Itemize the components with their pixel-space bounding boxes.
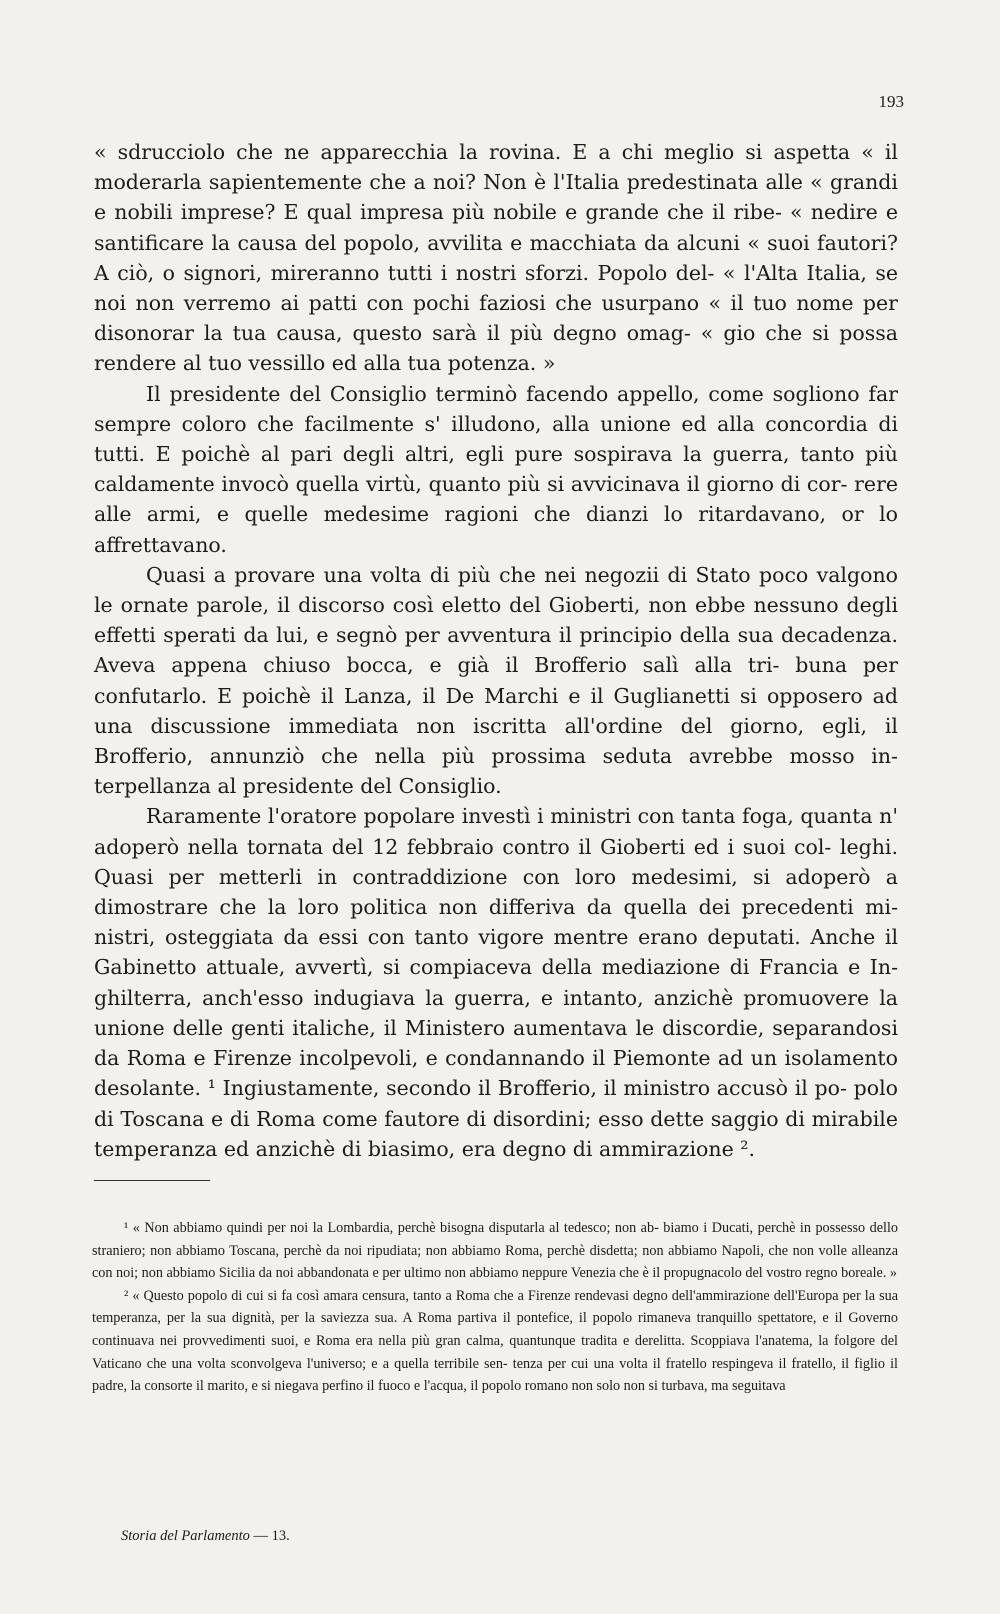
footnote-divider (94, 1180, 210, 1181)
signature-title: Storia del Parlamento (121, 1528, 250, 1544)
paragraph-president-appeal: Il presidente del Consiglio terminò facendo appello, come sogliono far sempre coloro che facilmente s' illudono, alla unione ed alla concordia di tutti. E poichè al pari degli altri, egli pure sospirava la guerra, tanto più caldamente invocò quella virtù, quanto più si avvicinava il giorno di cor- rere alle armi, e quelle medesime ragioni che dianzi lo ritardavano, or lo affrettavano. (94, 381, 898, 557)
footnote-1: ¹ « Non abbiamo quindi per noi la Lombardia, perchè bisogna disputarla al tedesco; non ab- biamo i Ducati, perchè in possesso dello straniero; non abbiamo Toscana, perchè da noi ripudiata; non abbiamo Roma, perchè disdetta; non abbiamo Napoli, che non volle alleanza con noi; non abbiamo Sicilia da noi abbandonata e per ultimo non abbiamo neppure Venezia che è il propugnacolo del vostro regno boreale. » (92, 1220, 898, 1282)
footnotes (92, 1217, 898, 1398)
signature-number: — 13. (253, 1528, 290, 1544)
footnote-2: ² « Questo popolo di cui si fa così amara censura, tanto a Roma che a Firenze rendevasi degno dell'ammirazione dell'Europa per la sua temperanza, per la sua dignità, per la saviezza sua. A Roma partiva il pontefice, il popolo rimaneva tranquillo spettatore, e il Governo continuava nei provvedimenti suoi, e Roma era nella più gran calma, quantunque tradita e derelitta. Scoppiava l'anatema, la folgore del Vaticano che una volta sconvolgeva l'universo; e a quella terribile sen- tenza per cui una volta il fratello respingeva il fratello, il figlio il padre, la consorte il marito, e si niegava perfino il fuoco e l'acqua, il popolo romano non solo non si turbava, ma seguitava (92, 1287, 898, 1395)
paragraph-brofferio-interpellation: Raramente l'oratore popolare investì i ministri con tanta foga, quanta n' adoperò nella tornata del 12 febbraio contro il Gioberti ed i suoi col- leghi. Quasi per metterli in contraddizione con loro medesimi, si adoperò a dimostrare che la loro politica non differiva da quella dei precedenti mi- nistri, osteggiata da essi con tanto vigore mentre erano deputati. Anche il Gabinetto attuale, avvertì, si compiaceva della mediazione di Francia e In- ghilterra, anch'esso indugiava la guerra, e intanto, anzichè promuovere la unione delle genti italiche, il Ministero aumentava le discordie, separandosi da Roma e Firenze incolpevoli, e condannando il Piemonte ad un isolamento desolante. ¹ Ingiustamente, secondo il Brofferio, il ministro accusò il po- polo di Toscana e di Roma come fautore di disordini; esso dette saggio di mirabile temperanza ed anzichè di biasimo, era degno di ammirazione ². (94, 804, 898, 1161)
paragraph-quote-continuation: « sdrucciolo che ne apparecchia la rovina. E a chi meglio si aspetta « il moderarla sapientemente che a noi? Non è l'Italia predestinata alle « grandi e nobili imprese? E qual impresa più nobile e grande che il ribe- « nedire e santificare la causa del popolo, avvilita e macchiata da alcuni « suoi fautori? A ciò, o signori, mireranno tutti i nostri sforzi. Popolo del- « l'Alta Italia, se noi non verremo ai patti con pochi faziosi che usurpano « il tuo nome per disonorar la tua causa, questo sarà il più degno omag- « gio che si possa rendere al tuo vessillo ed alla tua potenza. » (94, 140, 898, 376)
main-text (94, 137, 898, 1164)
printer-signature (121, 1528, 290, 1545)
paragraph-gioberti-speech: Quasi a provare una volta di più che nei negozii di Stato poco valgono le ornate parole, il discorso così eletto del Gioberti, non ebbe nessuno degli effetti sperati da lui, e segnò per avventura il principio della sua decadenza. Aveva appena chiuso bocca, e già il Brofferio salì alla tri- buna per confutarlo. E poichè il Lanza, il De Marchi e il Guglianetti si opposero ad una discussione immediata non iscritta all'ordine del giorno, egli, il Brofferio, annunziò che nella più prossima seduta avrebbe mosso in- terpellanza al presidente del Consiglio. (94, 562, 898, 799)
page-number: 193 (878, 92, 904, 111)
